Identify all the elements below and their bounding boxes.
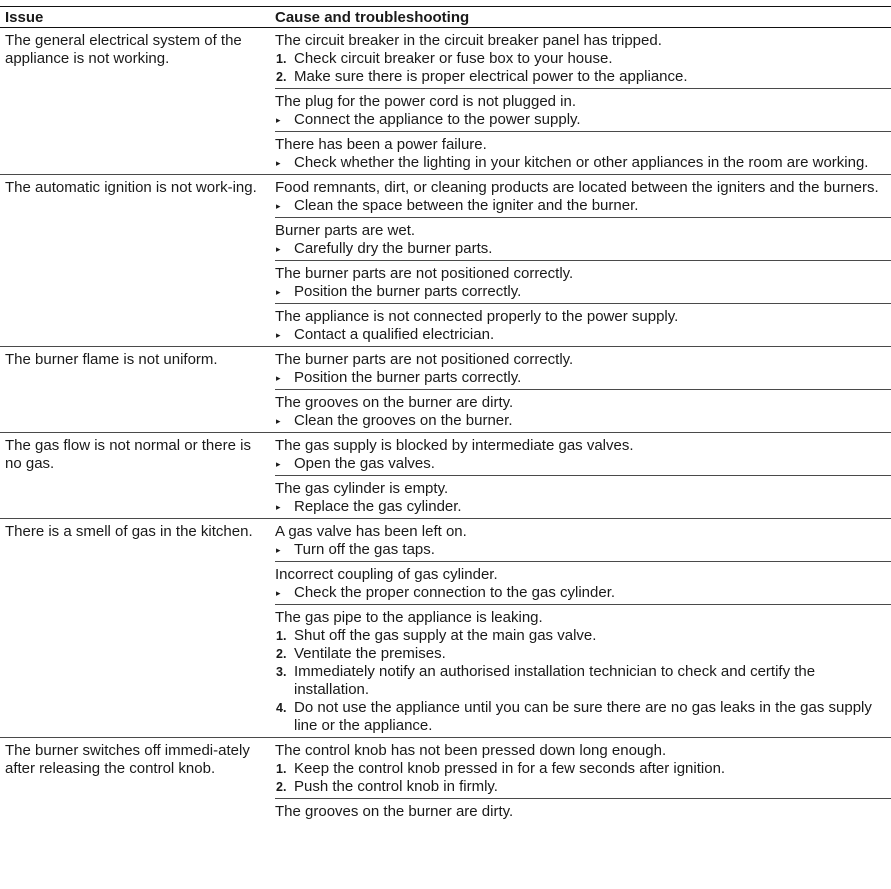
table-row — [0, 28, 891, 175]
cause-block — [275, 561, 891, 604]
remedy-step — [275, 699, 887, 735]
step-text: Shut off the gas supply at the main gas valve. — [294, 627, 597, 644]
step-text: Contact a qualified electrician. — [294, 326, 495, 343]
step-text: Push the control knob in firmly. — [294, 778, 498, 795]
remedy-step — [275, 68, 887, 86]
cause-text: Burner parts are wet. — [275, 222, 416, 239]
bullet-arrow-icon: ▸ — [276, 244, 281, 254]
issue-cell: The general electrical system of the appliance is not working. — [5, 32, 242, 67]
step-text: Position the burner parts correctly. — [294, 369, 522, 386]
cause-block — [275, 519, 891, 561]
remedy-step — [275, 50, 887, 68]
step-text: Make sure there is proper electrical power to the appliance. — [294, 68, 688, 85]
cause-block — [275, 798, 891, 823]
step-text: Turn off the gas taps. — [294, 541, 435, 558]
step-text: Carefully dry the burner parts. — [294, 240, 493, 257]
cause-text: Incorrect coupling of gas cylinder. — [275, 566, 498, 583]
remedy-step — [275, 541, 887, 559]
remedy-step — [275, 154, 887, 172]
causes-cell — [270, 347, 891, 433]
table-row — [0, 738, 891, 824]
step-number: 3. — [276, 665, 287, 679]
table-row — [0, 347, 891, 433]
step-number: 2. — [276, 780, 287, 794]
step-text: Clean the space between the igniter and the burner. — [294, 197, 639, 214]
cause-block — [275, 433, 891, 475]
remedy-step — [275, 326, 887, 344]
cause-text: Food remnants, dirt, or cleaning products are located between the igniters and the burners. — [275, 179, 879, 196]
table-body — [0, 28, 891, 823]
issue-column-header: Issue — [5, 9, 44, 26]
cause-text: A gas valve has been left on. — [275, 523, 467, 540]
bullet-arrow-icon: ▸ — [276, 115, 281, 125]
cause-text: The appliance is not connected properly to the power supply. — [275, 308, 679, 325]
step-text: Position the burner parts correctly. — [294, 283, 522, 300]
remedy-step — [275, 584, 887, 602]
issue-cell: There is a smell of gas in the kitchen. — [0, 519, 270, 738]
cause-block — [275, 389, 891, 432]
step-number: 1. — [276, 762, 287, 776]
cause-text: The control knob has not been pressed down long enough. — [275, 742, 667, 759]
cause-block — [275, 88, 891, 131]
remedy-step — [275, 369, 887, 387]
bullet-arrow-icon: ▸ — [276, 287, 281, 297]
cause-block — [275, 604, 891, 737]
table-header — [0, 6, 891, 28]
cause-column-header: Cause and troubleshooting — [275, 9, 470, 26]
bullet-arrow-icon: ▸ — [276, 502, 281, 512]
step-number: 4. — [276, 701, 287, 715]
step-text: Immediately notify an authorised installation technician to check and certify the installation. — [294, 663, 816, 698]
cause-text: The burner parts are not positioned correctly. — [275, 351, 574, 368]
issue-cell: The gas flow is not normal or there is no gas. — [0, 433, 270, 519]
bullet-arrow-icon: ▸ — [276, 588, 281, 598]
remedy-step — [275, 111, 887, 129]
step-text: Do not use the appliance until you can be sure there are no gas leaks in the gas supply line or the appliance. — [294, 699, 872, 734]
cause-text: The circuit breaker in the circuit breaker panel has tripped. — [275, 32, 662, 49]
step-text: Open the gas valves. — [294, 455, 435, 472]
remedy-step — [275, 240, 887, 258]
table-row — [0, 175, 891, 347]
cause-text: There has been a power failure. — [275, 136, 487, 153]
bullet-arrow-icon: ▸ — [276, 373, 281, 383]
causes-cell — [270, 28, 891, 175]
step-text: Check the proper connection to the gas cylinder. — [294, 584, 616, 601]
step-text: Replace the gas cylinder. — [294, 498, 462, 515]
cause-block — [275, 260, 891, 303]
issue-cell: The burner flame is not uniform. — [0, 347, 270, 433]
remedy-step — [275, 455, 887, 473]
step-text: Ventilate the premises. — [294, 645, 446, 662]
table-row — [0, 519, 891, 738]
cause-text: The burner parts are not positioned correctly. — [275, 265, 574, 282]
causes-cell — [270, 175, 891, 347]
cause-block — [275, 175, 891, 217]
remedy-step — [275, 197, 887, 215]
remedy-step — [275, 663, 887, 699]
remedy-step — [275, 760, 887, 778]
step-text: Connect the appliance to the power supply. — [294, 111, 581, 128]
bullet-arrow-icon: ▸ — [276, 459, 281, 469]
cause-text: The grooves on the burner are dirty. — [275, 803, 514, 820]
cause-text: The grooves on the burner are dirty. — [275, 394, 514, 411]
remedy-step — [275, 283, 887, 301]
step-text: Clean the grooves on the burner. — [294, 412, 513, 429]
cause-block — [275, 28, 891, 88]
bullet-arrow-icon: ▸ — [276, 416, 281, 426]
step-text: Keep the control knob pressed in for a few seconds after ignition. — [294, 760, 726, 777]
cause-block — [275, 738, 891, 798]
step-number: 1. — [276, 52, 287, 66]
cause-block — [275, 347, 891, 389]
causes-cell — [270, 433, 891, 519]
remedy-step — [275, 498, 887, 516]
causes-cell — [270, 738, 891, 824]
step-number: 2. — [276, 647, 287, 661]
cause-text: The gas pipe to the appliance is leaking. — [275, 609, 543, 626]
issue-cell: The burner switches off immedi-ately after releasing the control knob. — [0, 738, 270, 824]
remedy-step — [275, 645, 887, 663]
step-number: 1. — [276, 629, 287, 643]
table-row — [0, 433, 891, 519]
bullet-arrow-icon: ▸ — [276, 545, 281, 555]
remedy-step — [275, 778, 887, 796]
cause-text: The gas supply is blocked by intermediate gas valves. — [275, 437, 634, 454]
remedy-step — [275, 627, 887, 645]
step-text: Check whether the lighting in your kitchen or other appliances in the room are working. — [294, 154, 869, 171]
bullet-arrow-icon: ▸ — [276, 158, 281, 168]
step-text: Check circuit breaker or fuse box to your house. — [294, 50, 613, 67]
bullet-arrow-icon: ▸ — [276, 330, 281, 340]
cause-text: The plug for the power cord is not plugged in. — [275, 93, 577, 110]
step-number: 2. — [276, 70, 287, 84]
cause-block — [275, 131, 891, 174]
cause-text: The gas cylinder is empty. — [275, 480, 449, 497]
bullet-arrow-icon: ▸ — [276, 201, 281, 211]
issue-cell: The automatic ignition is not work-ing. — [0, 175, 270, 347]
causes-cell — [270, 519, 891, 738]
cause-block — [275, 475, 891, 518]
troubleshooting-table — [0, 28, 891, 823]
cause-block — [275, 217, 891, 260]
remedy-step — [275, 412, 887, 430]
cause-block — [275, 303, 891, 346]
